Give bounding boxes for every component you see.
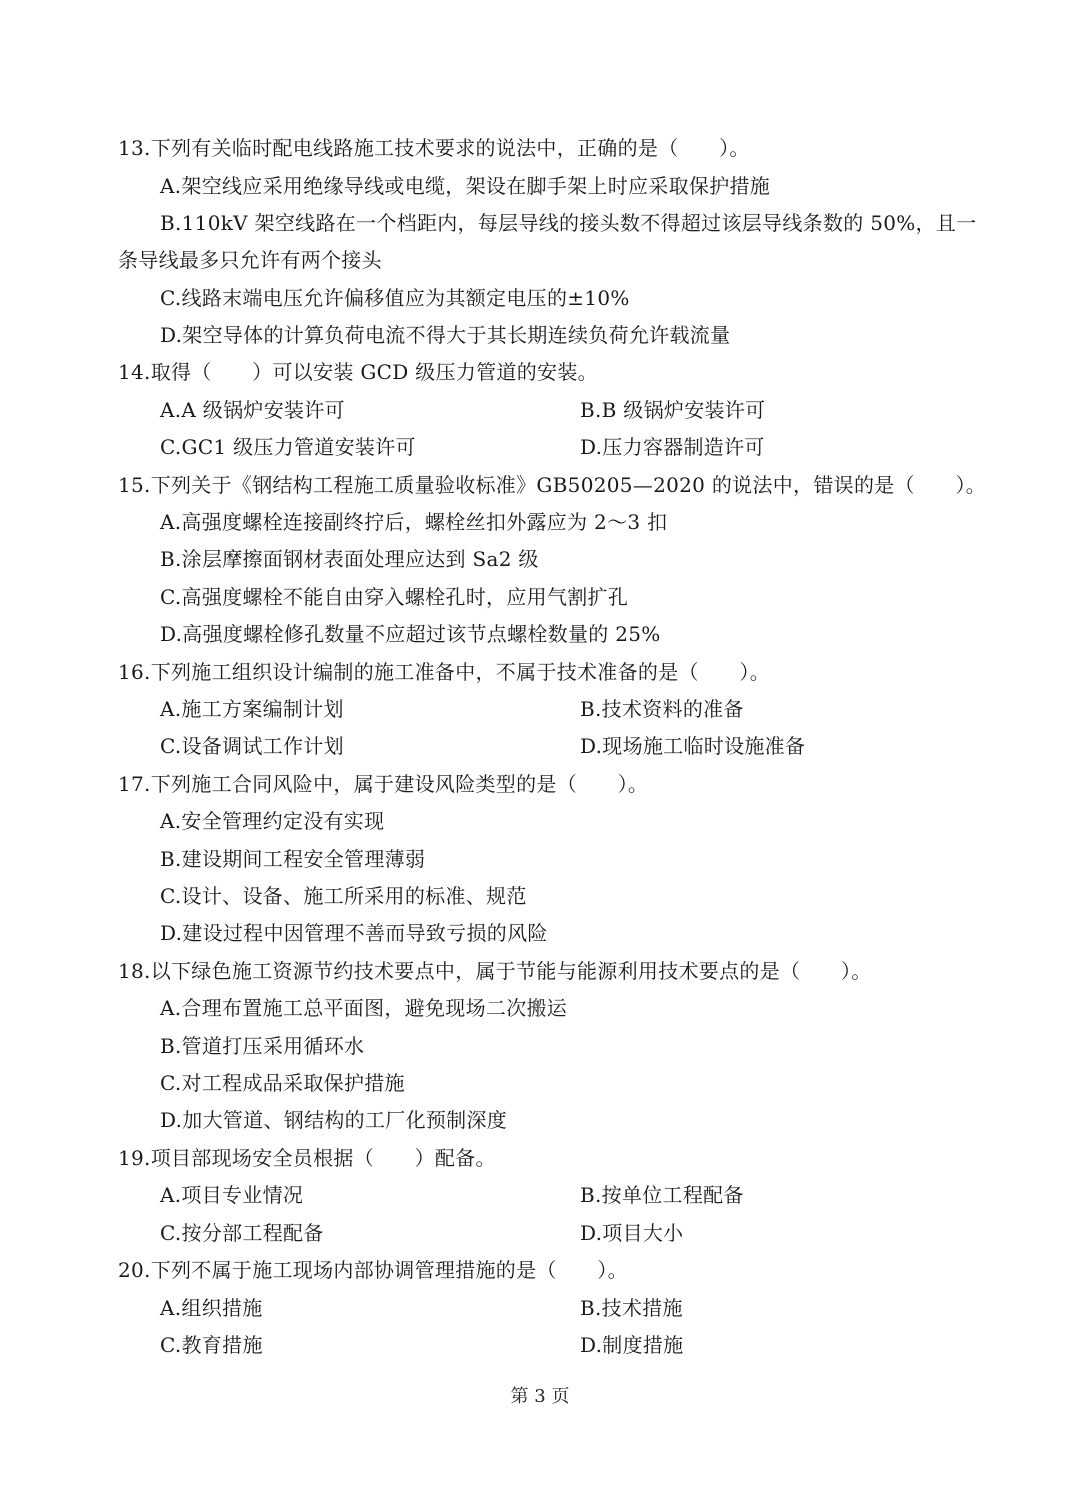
- question-17-option-a: A.安全管理约定没有实现: [160, 809, 385, 833]
- question-19-option-d: D.项目大小: [580, 1221, 684, 1245]
- question-20-option-c: C.教育措施: [160, 1333, 263, 1357]
- question-16-stem: 16.下列施工组织设计编制的施工准备中，不属于技术准备的是（ ）。: [118, 660, 771, 684]
- question-14-option-a: A.A 级锅炉安装许可: [160, 398, 345, 422]
- question-18-option-d: D.加大管道、钢结构的工厂化预制深度: [160, 1108, 508, 1132]
- question-17-option-d: D.建设过程中因管理不善而导致亏损的风险: [160, 921, 548, 945]
- question-17-stem: 17.下列施工合同风险中，属于建设风险类型的是（ ）。: [118, 772, 649, 796]
- question-20-option-d: D.制度措施: [580, 1333, 684, 1357]
- question-14-option-b: B.B 级锅炉安装许可: [580, 398, 766, 422]
- question-20-stem: 20.下列不属于施工现场内部协调管理措施的是（ ）。: [118, 1258, 628, 1282]
- question-16-option-b: B.技术资料的准备: [580, 697, 744, 721]
- question-17-option-c: C.设计、设备、施工所采用的标准、规范: [160, 884, 527, 908]
- question-13-option-b-continued: 条导线最多只允许有两个接头: [118, 248, 382, 272]
- question-18-option-a: A.合理布置施工总平面图，避免现场二次搬运: [160, 996, 568, 1020]
- question-15-option-d: D.高强度螺栓修孔数量不应超过该节点螺栓数量的 25%: [160, 622, 661, 646]
- question-14-option-c: C.GC1 级压力管道安装许可: [160, 435, 416, 459]
- question-15-option-b: B.涂层摩擦面钢材表面处理应达到 Sa2 级: [160, 547, 539, 571]
- question-15-option-c: C.高强度螺栓不能自由穿入螺栓孔时，应用气割扩孔: [160, 585, 629, 609]
- question-16-option-a: A.施工方案编制计划: [160, 697, 344, 721]
- question-20-option-a: A.组织措施: [160, 1296, 263, 1320]
- question-16-option-c: C.设备调试工作计划: [160, 734, 344, 758]
- question-14-option-d: D.压力容器制造许可: [580, 435, 765, 459]
- question-19-option-c: C.按分部工程配备: [160, 1221, 324, 1245]
- question-13-option-a: A.架空线应采用绝缘导线或电缆，架设在脚手架上时应采取保护措施: [160, 174, 771, 198]
- question-20-option-b: B.技术措施: [580, 1296, 683, 1320]
- question-19-option-b: B.按单位工程配备: [580, 1183, 744, 1207]
- question-16-option-d: D.现场施工临时设施准备: [580, 734, 806, 758]
- question-14-stem: 14.取得（ ）可以安装 GCD 级压力管道的安装。: [118, 360, 598, 384]
- question-15-option-a: A.高强度螺栓连接副终拧后，螺栓丝扣外露应为 2～3 扣: [160, 510, 668, 534]
- question-15-stem: 15.下列关于《钢结构工程施工质量验收标准》GB50205—2020 的说法中，错误的是（ ）。: [118, 473, 987, 497]
- question-17-option-b: B.建设期间工程安全管理薄弱: [160, 847, 426, 871]
- question-13-option-d: D.架空导体的计算负荷电流不得大于其长期连续负荷允许载流量: [160, 323, 731, 347]
- question-18-option-c: C.对工程成品采取保护措施: [160, 1071, 405, 1095]
- question-19-option-a: A.项目专业情况: [160, 1183, 304, 1207]
- question-13-option-c: C.线路末端电压允许偏移值应为其额定电压的±10%: [160, 286, 630, 310]
- question-19-stem: 19.项目部现场安全员根据（ ）配备。: [118, 1146, 496, 1170]
- question-18-stem: 18.以下绿色施工资源节约技术要点中，属于节能与能源利用技术要点的是（ ）。: [118, 959, 872, 983]
- question-13-stem: 13.下列有关临时配电线路施工技术要求的说法中，正确的是（ ）。: [118, 136, 750, 160]
- question-13-option-b: B.110kV 架空线路在一个档距内，每层导线的接头数不得超过该层导线条数的 50%，且一: [160, 211, 977, 235]
- page-number: 第 3 页: [510, 1386, 570, 1407]
- question-18-option-b: B.管道打压采用循环水: [160, 1034, 365, 1058]
